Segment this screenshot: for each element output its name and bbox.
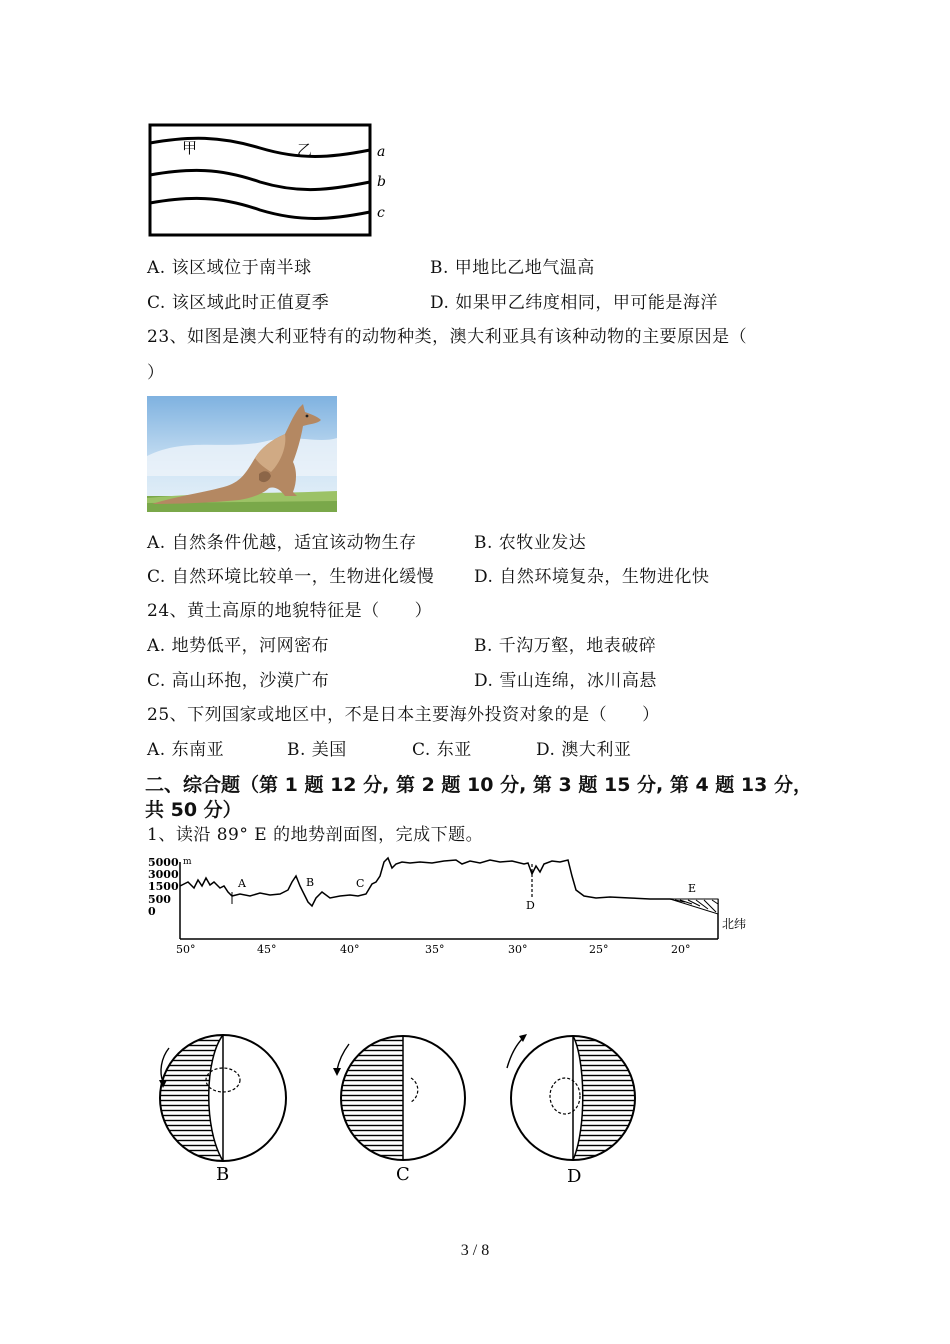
profile-axis-label: 北纬	[722, 917, 747, 931]
q25-stem: 25、下列国家或地区中，不是日本主要海外投资对象的是（ ）	[147, 705, 660, 725]
isobar-label-a: a	[377, 144, 386, 160]
q23-stem-line2: ）	[147, 363, 165, 383]
isobar-figure	[140, 118, 400, 242]
profile-label-e: E	[688, 882, 697, 895]
q23-option-d: D. 自然环境复杂，生物进化快	[474, 567, 710, 587]
profile-xtick-30: 30°	[508, 943, 528, 956]
q25-option-c: C. 东亚	[412, 740, 472, 760]
q24-option-b: B. 千沟万壑，地表破碎	[474, 636, 657, 656]
globe-diagrams	[145, 1018, 645, 1198]
profile-ytick-0: 0	[148, 905, 156, 918]
q22-option-d: D. 如果甲乙纬度相同，甲可能是海洋	[430, 293, 718, 313]
globe-c	[333, 1036, 465, 1185]
q24-option-c: C. 高山环抱，沙漠广布	[147, 671, 330, 691]
q23-option-b: B. 农牧业发达	[474, 533, 587, 553]
isobar-label-jia: 甲	[182, 139, 198, 157]
section2-title-line2: 共 50 分）	[145, 799, 242, 821]
q23-option-a: A. 自然条件优越，适宜该动物生存	[147, 533, 417, 553]
profile-xtick-20: 20°	[671, 943, 691, 956]
profile-label-c: C	[356, 877, 365, 890]
profile-ytick-3000: 3000	[148, 868, 179, 881]
terrain-profile	[140, 852, 760, 962]
profile-xtick-25: 25°	[589, 943, 609, 956]
q25-option-d: D. 澳大利亚	[536, 740, 632, 760]
profile-xtick-40: 40°	[340, 943, 360, 956]
q22-option-c: C. 该区域此时正值夏季	[147, 293, 330, 313]
q23-option-c: C. 自然环境比较单一，生物进化缓慢	[147, 567, 435, 587]
q24-option-a: A. 地势低平，河网密布	[147, 636, 330, 656]
q22-option-b: B. 甲地比乙地气温高	[430, 258, 595, 278]
profile-label-a: A	[238, 877, 246, 890]
profile-label-b: B	[306, 876, 315, 889]
profile-ytick-1500: 1500	[148, 880, 179, 893]
profile-label-d: D	[526, 899, 535, 912]
globe-d	[507, 1034, 637, 1187]
globe-label-b: B	[216, 1164, 230, 1185]
isobar-label-c: c	[377, 205, 385, 221]
profile-xtick-45: 45°	[257, 943, 277, 956]
globe-label-c: C	[396, 1164, 410, 1185]
q25-option-a: A. 东南亚	[147, 740, 225, 760]
q24-stem: 24、黄土高原的地貌特征是（ ）	[147, 601, 433, 621]
profile-ytick-5000: 5000	[148, 856, 179, 869]
profile-xtick-35: 35°	[425, 943, 445, 956]
profile-xtick-50: 50°	[176, 943, 196, 956]
q24-option-d: D. 雪山连绵，冰川高悬	[474, 671, 657, 691]
qs1-stem: 1、读沿 89° E 的地势剖面图，完成下题。	[147, 825, 484, 845]
q23-stem-line1: 23、如图是澳大利亚特有的动物种类，澳大利亚具有该种动物的主要原因是（	[147, 327, 748, 347]
globe-label-d: D	[567, 1166, 582, 1187]
q25-option-b: B. 美国	[287, 740, 347, 760]
kangaroo-photo	[147, 396, 337, 512]
page-number: 3 / 8	[460, 1242, 490, 1259]
isobar-label-yi: 乙	[297, 141, 313, 159]
profile-ytick-500: 500	[148, 893, 171, 906]
isobar-label-b: b	[377, 174, 386, 190]
globe-b	[159, 1035, 286, 1185]
profile-yunit: m	[183, 857, 192, 867]
section2-title-line1: 二、综合题（第 1 题 12 分, 第 2 题 10 分, 第 3 题 15 分, 第 4 题 13 分，	[145, 774, 812, 796]
q22-option-a: A. 该区域位于南半球	[147, 258, 312, 278]
